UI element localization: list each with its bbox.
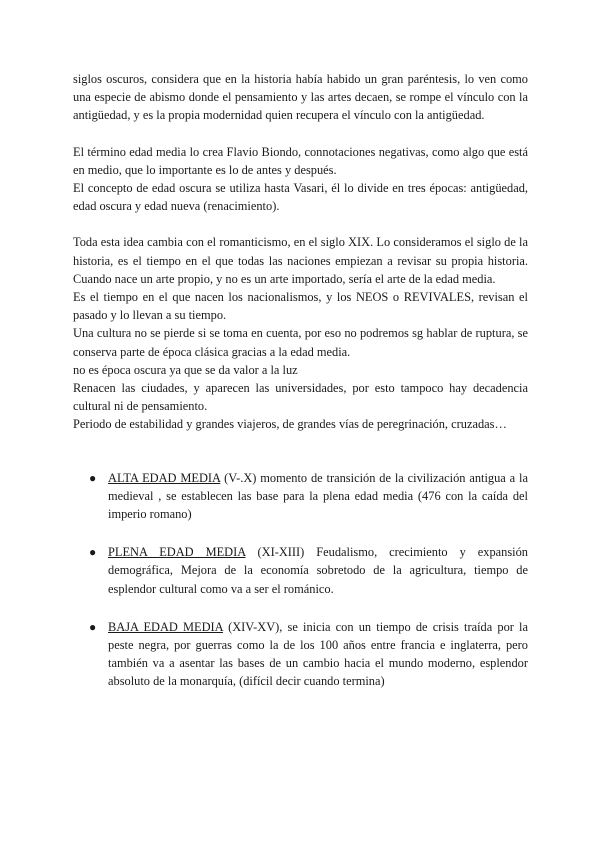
paragraph-cultura: Una cultura no se pierde si se toma en cuenta, por eso no podremos sg hablar de ruptura, se conserva parte de época clásica gracias a la edad media.: [73, 326, 528, 359]
paragraph-spacer: [73, 215, 528, 233]
document-body: [73, 70, 528, 711]
periods-list: [73, 469, 528, 691]
list-item-baja-edad-media: [73, 618, 528, 691]
list-spacer: [73, 434, 528, 456]
paragraph-siglos-oscuros: siglos oscuros, considera que en la historia había habido un gran paréntesis, lo ven como una especie de abismo donde el pensamiento y las artes decaen, se rompe el vínculo con la antigüedad, y es la propia modernidad quien recupera el vínculo con la antigüedad.: [73, 72, 528, 123]
period-term: BAJA EDAD MEDIA: [108, 619, 223, 634]
period-description: (XIV-XV), se inicia con un tiempo de crisis traída por la peste negra, por guerras como la de los 100 años entre francia e inglaterra, pero también va a asentar las bases de un cambio hacia el mundo moderno, esplendor absoluto de la monarquía, (difícil decir cuando termina): [108, 619, 528, 689]
paragraph-vasari: El concepto de edad oscura se utiliza hasta Vasari, él lo divide en tres épocas: antigüedad, edad oscura y edad nueva (renacimiento).: [73, 181, 528, 214]
period-term: ALTA EDAD MEDIA: [108, 470, 221, 485]
paragraph-luz: no es época oscura ya que se da valor a la luz: [73, 362, 298, 377]
period-term: PLENA EDAD MEDIA: [108, 545, 246, 560]
list-item-alta-edad-media: [73, 469, 528, 524]
paragraph-romanticismo: Toda esta idea cambia con el romanticismo, en el siglo XIX. Lo consideramos el siglo de la historia, es el tiempo en el que todas las naciones empiezan a revisar su propia historia. Cuando nace un arte propio, y no es un arte importado, sería el arte de la edad media.: [73, 235, 528, 286]
paragraph-flavio-biondo: El término edad media lo crea Flavio Biondo, connotaciones negativas, como algo que está en medio, que lo importante es lo de antes y después.: [73, 144, 528, 177]
paragraph-ciudades: Renacen las ciudades, y aparecen las universidades, por esto tampoco hay decadencia cultural ni de pensamiento.: [73, 381, 528, 414]
bullet-icon: ●: [89, 545, 97, 560]
bullet-icon: ●: [89, 619, 97, 634]
list-item-plena-edad-media: [73, 543, 528, 598]
bullet-icon: ●: [89, 470, 97, 485]
paragraph-spacer: [73, 125, 528, 143]
period-description: (V-.X) momento de transición de la civilización antigua a la medieval , se establecen las base para la plena edad media (476 con la caída del imperio romano): [108, 470, 528, 522]
period-description: (XI-XIII) Feudalismo, crecimiento y expansión demográfica, Mejora de la economía sobretodo de la agricultura, tiempo de esplendor cultural como va a ser el románico.: [108, 545, 528, 596]
paragraph-nacionalismos: Es el tiempo en el que nacen los nacionalismos, y los NEOS o REVIVALES, revisan el pasado y lo llevan a su tiempo.: [73, 290, 528, 323]
paragraph-estabilidad: Periodo de estabilidad y grandes viajeros, de grandes vías de peregrinación, cruzadas…: [73, 417, 507, 432]
